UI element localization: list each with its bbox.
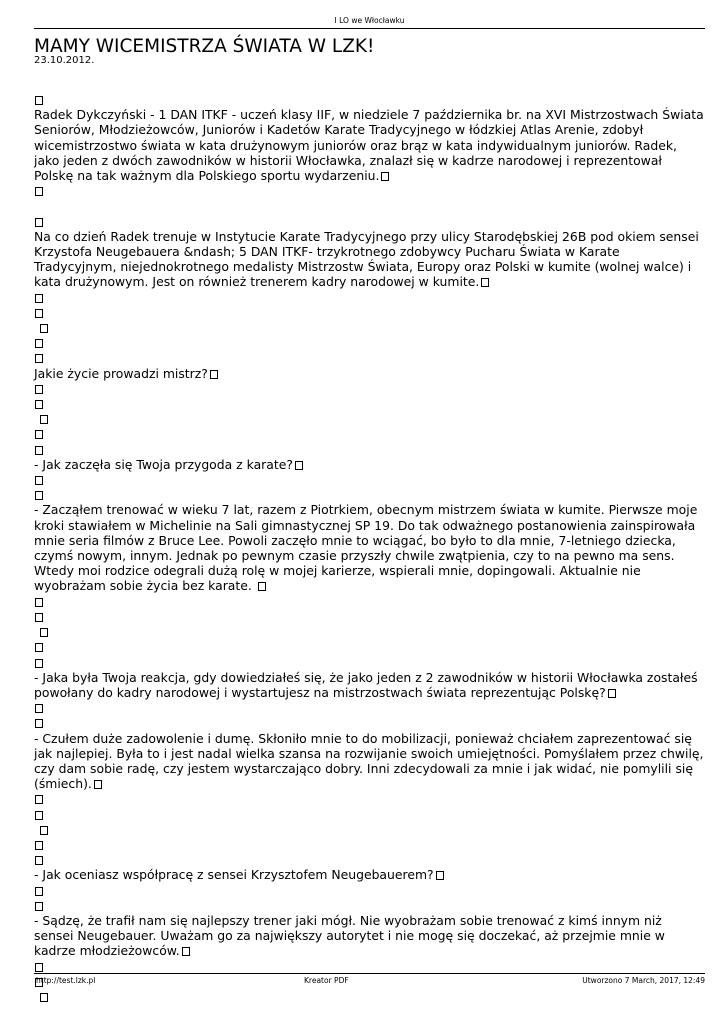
placeholder-glyph [295, 461, 303, 470]
placeholder-glyph [481, 278, 489, 287]
placeholder-glyph [35, 795, 43, 804]
placeholder-glyph [35, 902, 43, 911]
footer-url: http://test.lzk.pl [36, 976, 96, 985]
placeholder-glyph [35, 613, 43, 622]
placeholder-glyph [40, 993, 48, 1002]
placeholder-glyph [35, 643, 43, 652]
paragraph-2: Na co dzień Radek trenuje w Instytucie Karate Tradycyjnego przy ulicy Starodębskiej 26B pod okiem sensei Krzystofa Neugebauera &ndash; 5 DAN ITKF- trzykrotnego zdobywcy Pucharu Świata w Karate Tradycyjnym, niejednokrotnego medalisty Mistrzostw Świata, Europy oraz Polski w kumite (wolnej walce) i kata drużynowym. Jest on również trenerem kadry narodowej w kumite. [34, 228, 699, 290]
answer-3: - Sądzę, że trafił nam się najlepszy trener jaki mógł. Nie wyobrażam sobie trenować z kimś innym niż sensei Neugebauer. Uważam go za największy autorytet i nie mogę się doczekać, aż przejmie mnie w kadrze młodzieżowców. [34, 912, 665, 959]
placeholder-glyph [40, 415, 48, 424]
placeholder-glyph [381, 172, 389, 181]
question-1: - Jak zaczęła się Twoja przygoda z karate? [34, 457, 704, 472]
placeholder-glyph [35, 446, 43, 455]
placeholder-glyph [35, 659, 43, 668]
article-date: 23.10.2012. [34, 55, 95, 66]
footer-created: Utworzono 7 March, 2017, 12:49 [582, 976, 705, 985]
placeholder-glyph [35, 598, 43, 607]
answer-2: - Czułem duże zadowolenie i dumę. Skłoniło mnie to do mobilizacji, ponieważ chciałem zaprezentować się jak najlepiej. Była to i jest nadal wielka szansa na rozwijanie swoich umiejętności. Pomyślałem przez chwilę, czy dam sobie radę, czy jestem wystarczająco dobry. Inni zdecydowali za mnie i jak widać, nie pomylili się (śmiech). [34, 730, 704, 792]
placeholder-glyph [35, 719, 43, 728]
placeholder-glyph [94, 780, 102, 789]
placeholder-glyph [35, 309, 43, 318]
placeholder-glyph [608, 689, 616, 698]
placeholder-glyph [35, 385, 43, 394]
placeholder-glyph [40, 324, 48, 333]
placeholder-glyph [436, 871, 444, 880]
placeholder-glyph [35, 430, 43, 439]
placeholder-glyph [35, 96, 43, 105]
placeholder-glyph [40, 628, 48, 637]
placeholder-glyph [35, 294, 43, 303]
intro-question: Jakie życie prowadzi mistrz? [34, 366, 704, 381]
question-3: - Jak oceniasz współpracę z sensei Krzysztofem Neugebauerem? [34, 867, 704, 882]
article-body [34, 92, 704, 1004]
placeholder-glyph [35, 491, 43, 500]
page-footer [34, 973, 705, 986]
placeholder-glyph [35, 811, 43, 820]
placeholder-glyph [35, 856, 43, 865]
placeholder-glyph [35, 187, 43, 196]
placeholder-glyph [182, 947, 190, 956]
site-name: I LO we Włocławku [334, 16, 405, 25]
placeholder-glyph [35, 963, 43, 972]
placeholder-glyph [35, 354, 43, 363]
placeholder-glyph [35, 887, 43, 896]
placeholder-glyph [35, 841, 43, 850]
footer-generator: Kreator PDF [304, 976, 349, 985]
page-header [34, 14, 705, 29]
article-title: MAMY WICEMISTRZA ŚWIATA W LZK! [34, 36, 375, 57]
placeholder-glyph [35, 476, 43, 485]
placeholder-glyph [35, 400, 43, 409]
placeholder-glyph [35, 704, 43, 713]
placeholder-glyph [258, 582, 266, 591]
placeholder-glyph [35, 218, 43, 227]
placeholder-glyph [40, 826, 48, 835]
placeholder-glyph [210, 370, 218, 379]
answer-1: - Zacząłem trenować w wieku 7 lat, razem z Piotrkiem, obecnym mistrzem świata w kumite. Pierwsze moje kroki stawiałem w Michelinie na Sali gimnastycznej SP 19. Do tak odważnego postanowienia zainspirowała mnie seria filmów z Bruce Lee. Powoli zaczęło mnie to wciągać, bo było to dla mnie, 7-letniego dziecka, czymś nowym, innym. Jednak po pewnym czasie przyszły chwile zwątpienia, czy to na pewno ma sens. Wtedy moi rodzice odegrali dużą rolę w mojej karierze, wspierali mnie, dopingowali. Aktualnie nie wyobrażam sobie życia bez karate. [34, 502, 698, 594]
paragraph-1: Radek Dykczyński - 1 DAN ITKF - uczeń klasy IIF, w niedziele 7 października br. na XVI Mistrzostwach Świata Seniorów, Młodzieżowców, Juniorów i Kadetów Karate Tradycyjnego w łódzkiej Atlas Arenie, zdobył wicemistrzostwo świata w kata drużynowym juniorów oraz brąz w kata indywidualnym juniorów. Radek, jako jeden z dwóch zawodników w historii Włocławka, znalazł się w kadrze narodowej i reprezentował Polskę na tak ważnym dla Polskiego sportu wydarzeniu. [34, 107, 704, 184]
question-2: - Jaka była Twoja reakcja, gdy dowiedziałeś się, że jako jeden z 2 zawodników w historii Włocławka zostałeś powołany do kadry narodowej i wystartujesz na mistrzostwach świata reprezentując Polskę? [34, 669, 698, 700]
placeholder-glyph [35, 339, 43, 348]
